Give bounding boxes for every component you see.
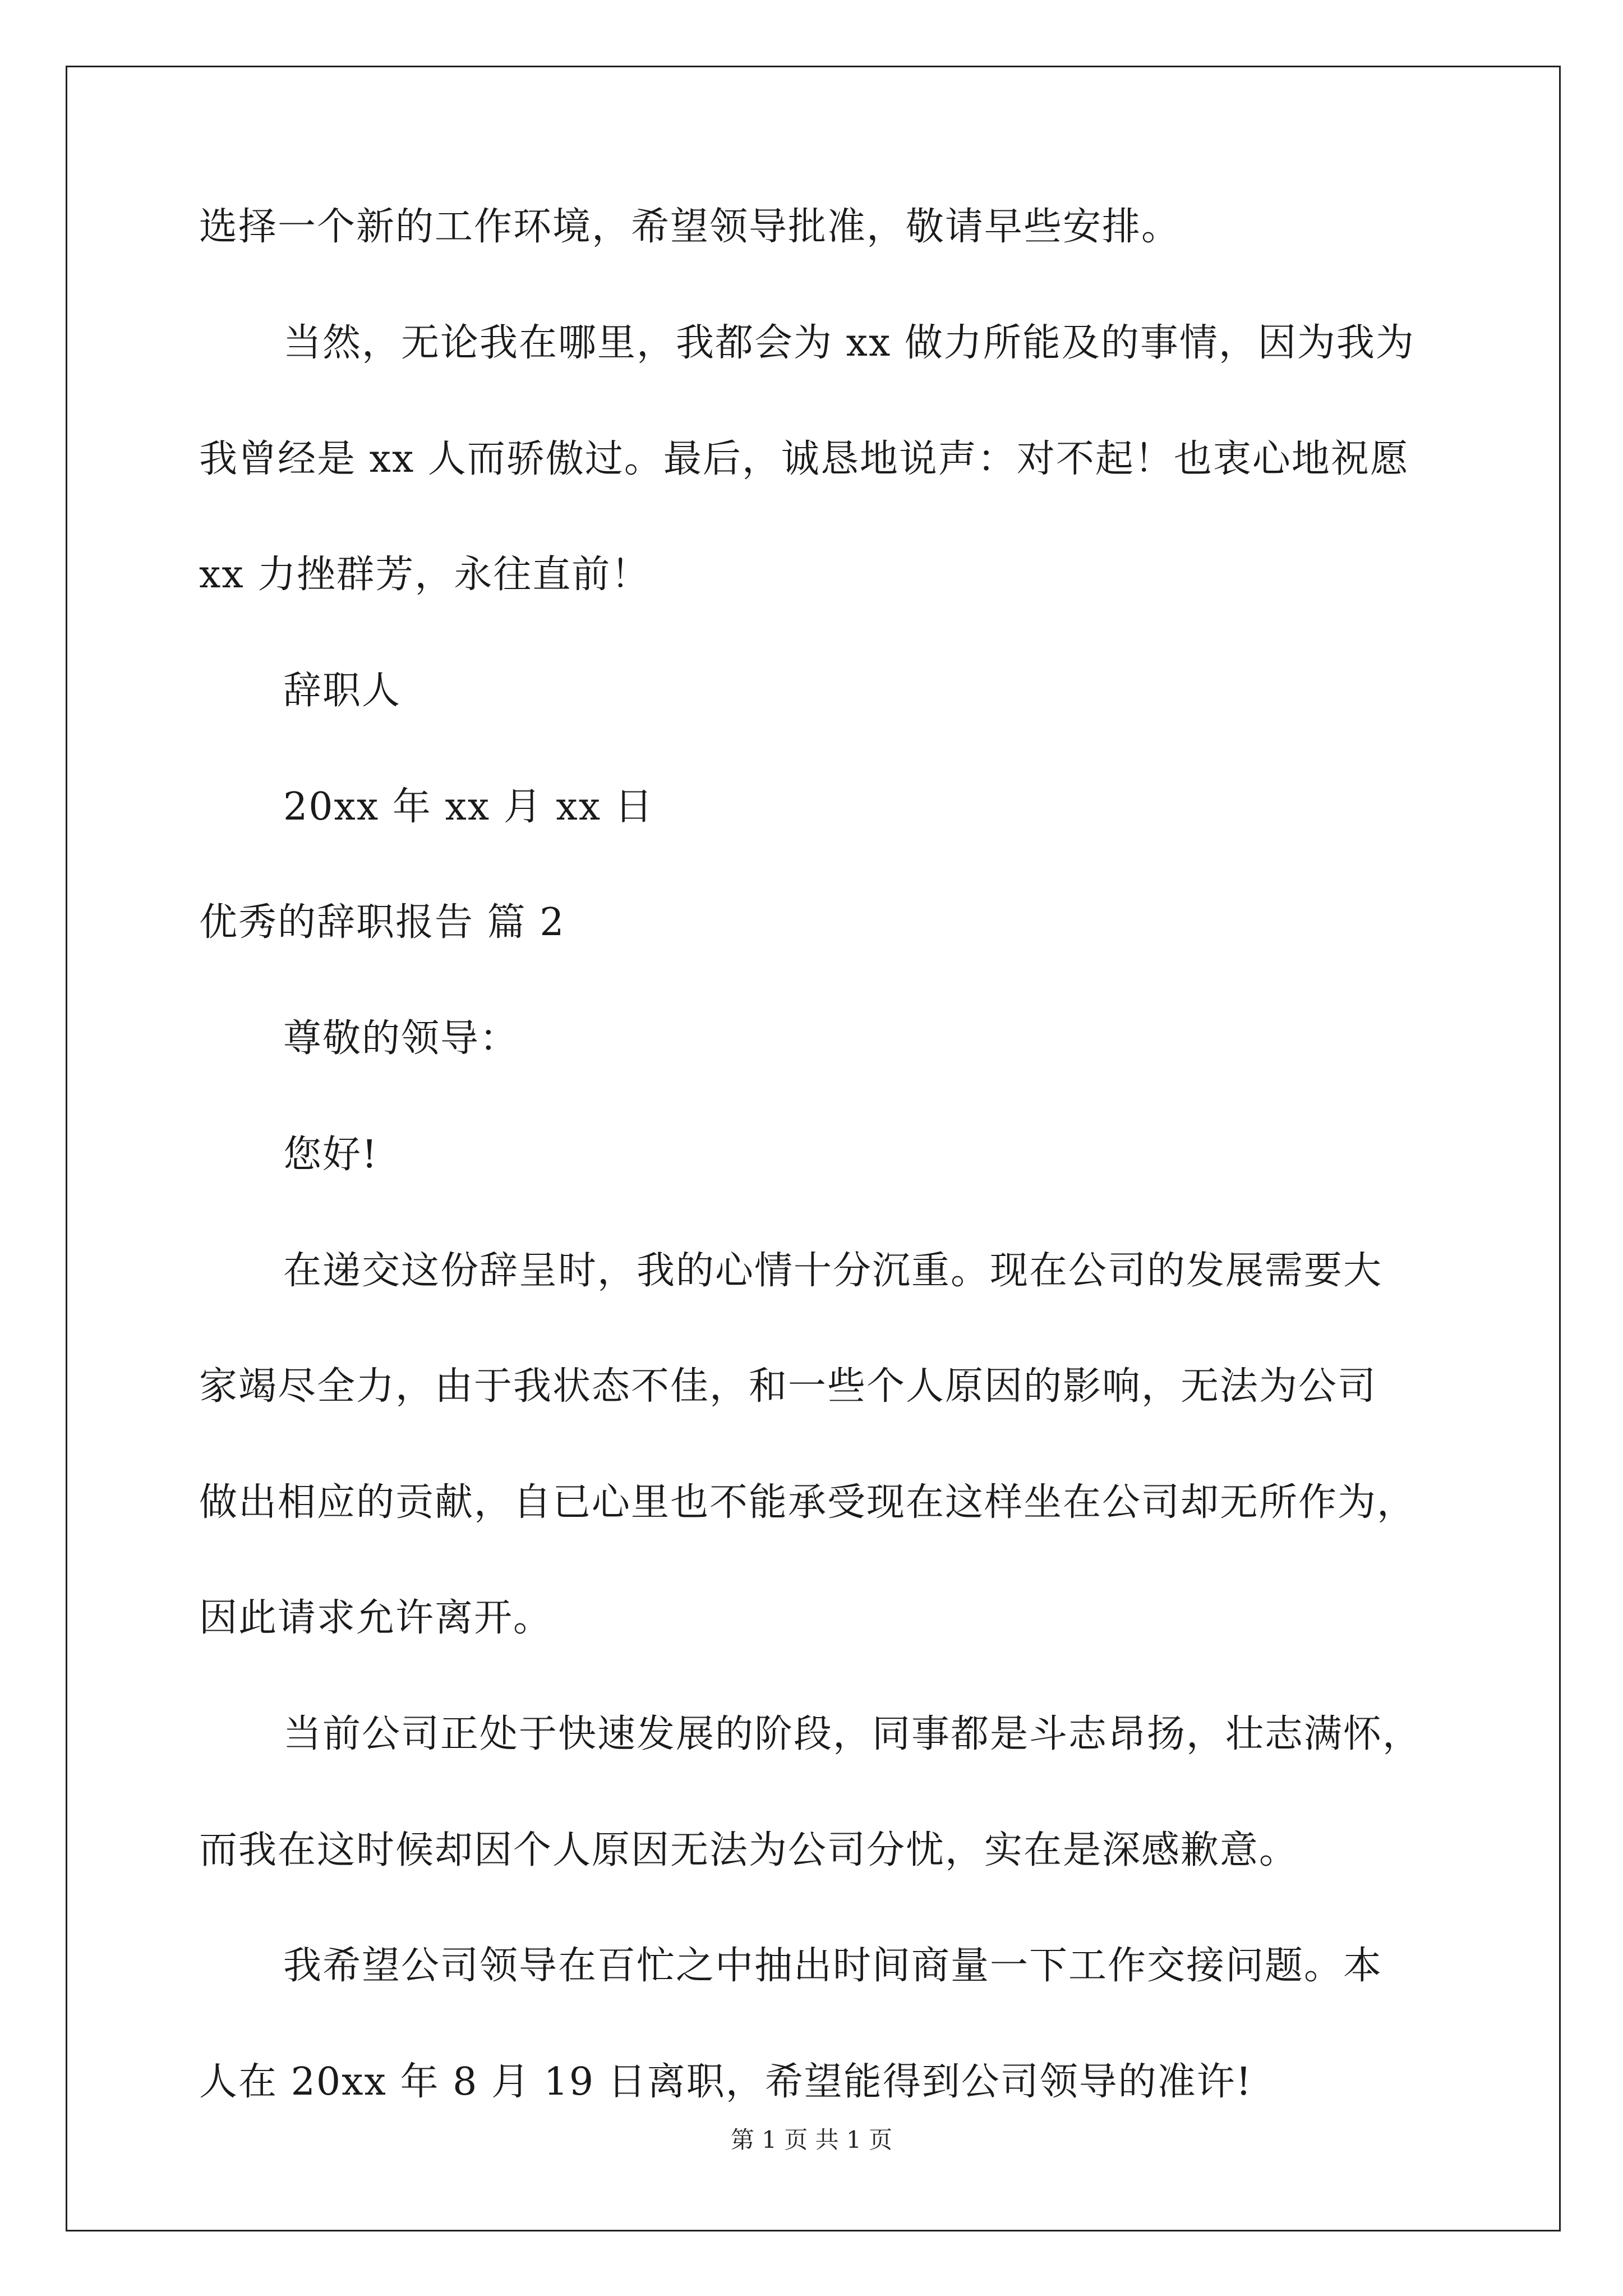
paragraph-line: 在递交这份辞呈时，我的心情十分沉重。现在公司的发展需要大 xyxy=(283,1249,1383,1293)
paragraph-line: 因此请求允许离开。 xyxy=(199,1596,553,1640)
paragraph-line: 而我在这时候却因个人原因无法为公司分忧，实在是深感歉意。 xyxy=(199,1828,1299,1872)
paragraph-line: 人在 20xx 年 8 月 19 日离职，希望能得到公司领导的准许! xyxy=(199,2060,1253,2104)
page-footer: 第 1 页 共 1 页 xyxy=(730,2126,893,2154)
paragraph-line: 我希望公司领导在百忙之中抽出时间商量一下工作交接问题。本 xyxy=(283,1944,1383,1988)
date-line: 20xx 年 xx 月 xx 日 xyxy=(283,785,654,829)
salutation: 尊敬的领导： xyxy=(283,1016,519,1061)
greeting: 您好! xyxy=(283,1133,379,1177)
paragraph-line: xx 力挫群芳，永往直前！ xyxy=(199,553,651,597)
paragraph-line: 家竭尽全力，由于我状态不佳，和一些个人原因的影响，无法为公司 xyxy=(199,1364,1377,1409)
signature-label: 辞职人 xyxy=(283,669,402,713)
paragraph-line: 做出相应的贡献，自已心里也不能承受现在这样坐在公司却无所作为， xyxy=(199,1480,1417,1525)
paragraph-line: 我曾经是 xx 人而骄傲过。最后，诚恳地说声：对不起！也衷心地祝愿 xyxy=(199,437,1409,481)
section-heading: 优秀的辞职报告 篇 2 xyxy=(199,900,565,945)
paragraph-line: 选择一个新的工作环境，希望领导批准，敬请早些安排。 xyxy=(199,205,1181,249)
paragraph-line: 当前公司正处于快速发展的阶段，同事都是斗志昂扬，壮志满怀， xyxy=(283,1712,1422,1756)
paragraph-line: 当然，无论我在哪里，我都会为 xx 做力所能及的事情，因为我为 xyxy=(283,321,1415,365)
